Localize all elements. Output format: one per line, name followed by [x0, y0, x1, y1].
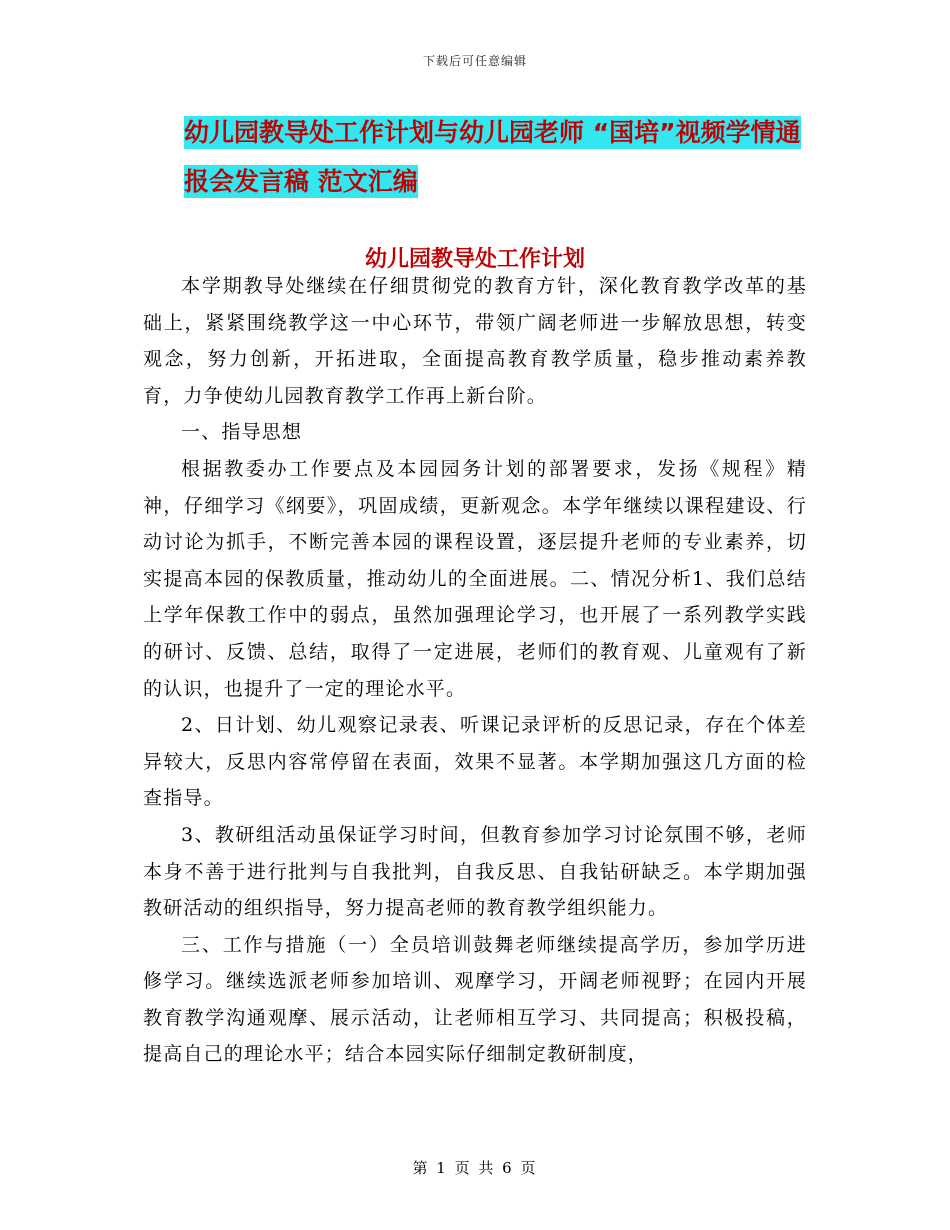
paragraph: 2、日计划、幼儿观察记录表、听课记录评析的反思记录，存在个体差异较大，反思内容常停留在表面，效果不显著。本学期加强这几方面的检查指导。 [143, 714, 807, 810]
document-title [184, 108, 824, 206]
paragraph: 本学期教导处继续在仔细贯彻党的教育方针，深化教育教学改革的基础上，紧紧围绕教学这一中心环节，带领广阔老师进一步解放思想，转变观念，努力创新，开拓进取，全面提高教育教学质量，稳步推动素养教育，力争使幼儿园教育教学工作再上新台阶。 [143, 275, 807, 407]
section-title: 幼儿园教导处工作计划 [364, 247, 585, 272]
page-footer: 第 1 页 共 6 页 [412, 1159, 538, 1177]
paragraph: 3、教研组活动虽保证学习时间，但教育参加学习讨论氛围不够，老师本身不善于进行批判与自我批判，自我反思、自我钻研缺乏。本学期加强教研活动的组织指导，努力提高老师的教育教学组织能力。 [143, 823, 807, 920]
header-note: 下载后可任意编辑 [422, 54, 527, 68]
document-title-text: 幼儿园教导处工作计划与幼儿园老师 “国培”视频学情通报会发言稿 范文汇编 [184, 118, 801, 196]
document-body [143, 268, 807, 1073]
paragraph: 三、工作与措施（一）全员培训鼓舞老师继续提高学历，参加学历进修学习。继续选派老师参加培训、观摩学习，开阔老师视野；在园内开展教育教学沟通观摩、展示活动，让老师相互学习、共同提高；积极投稿，提高自己的理论水平；结合本园实际仔细制定教研制度， [143, 933, 807, 1066]
paragraph: 根据教委办工作要点及本园园务计划的部署要求，发扬《规程》精神，仔细学习《纲要》，巩固成绩，更新观念。本学年继续以课程建设、行动讨论为抓手，不断完善本园的课程设置，逐层提升老师的专业素养，切实提高本园的保教质量，推动幼儿的全面进展。二、情况分析1、我们总结上学年保教工作中的弱点，虽然加强理论学习，也开展了一系列教学实践的研讨、反馈、总结，取得了一定进展，老师们的教育观、儿童观有了新的认识，也提升了一定的理论水平。 [143, 457, 807, 700]
paragraph-heading: 一、指导思想 [181, 421, 303, 444]
